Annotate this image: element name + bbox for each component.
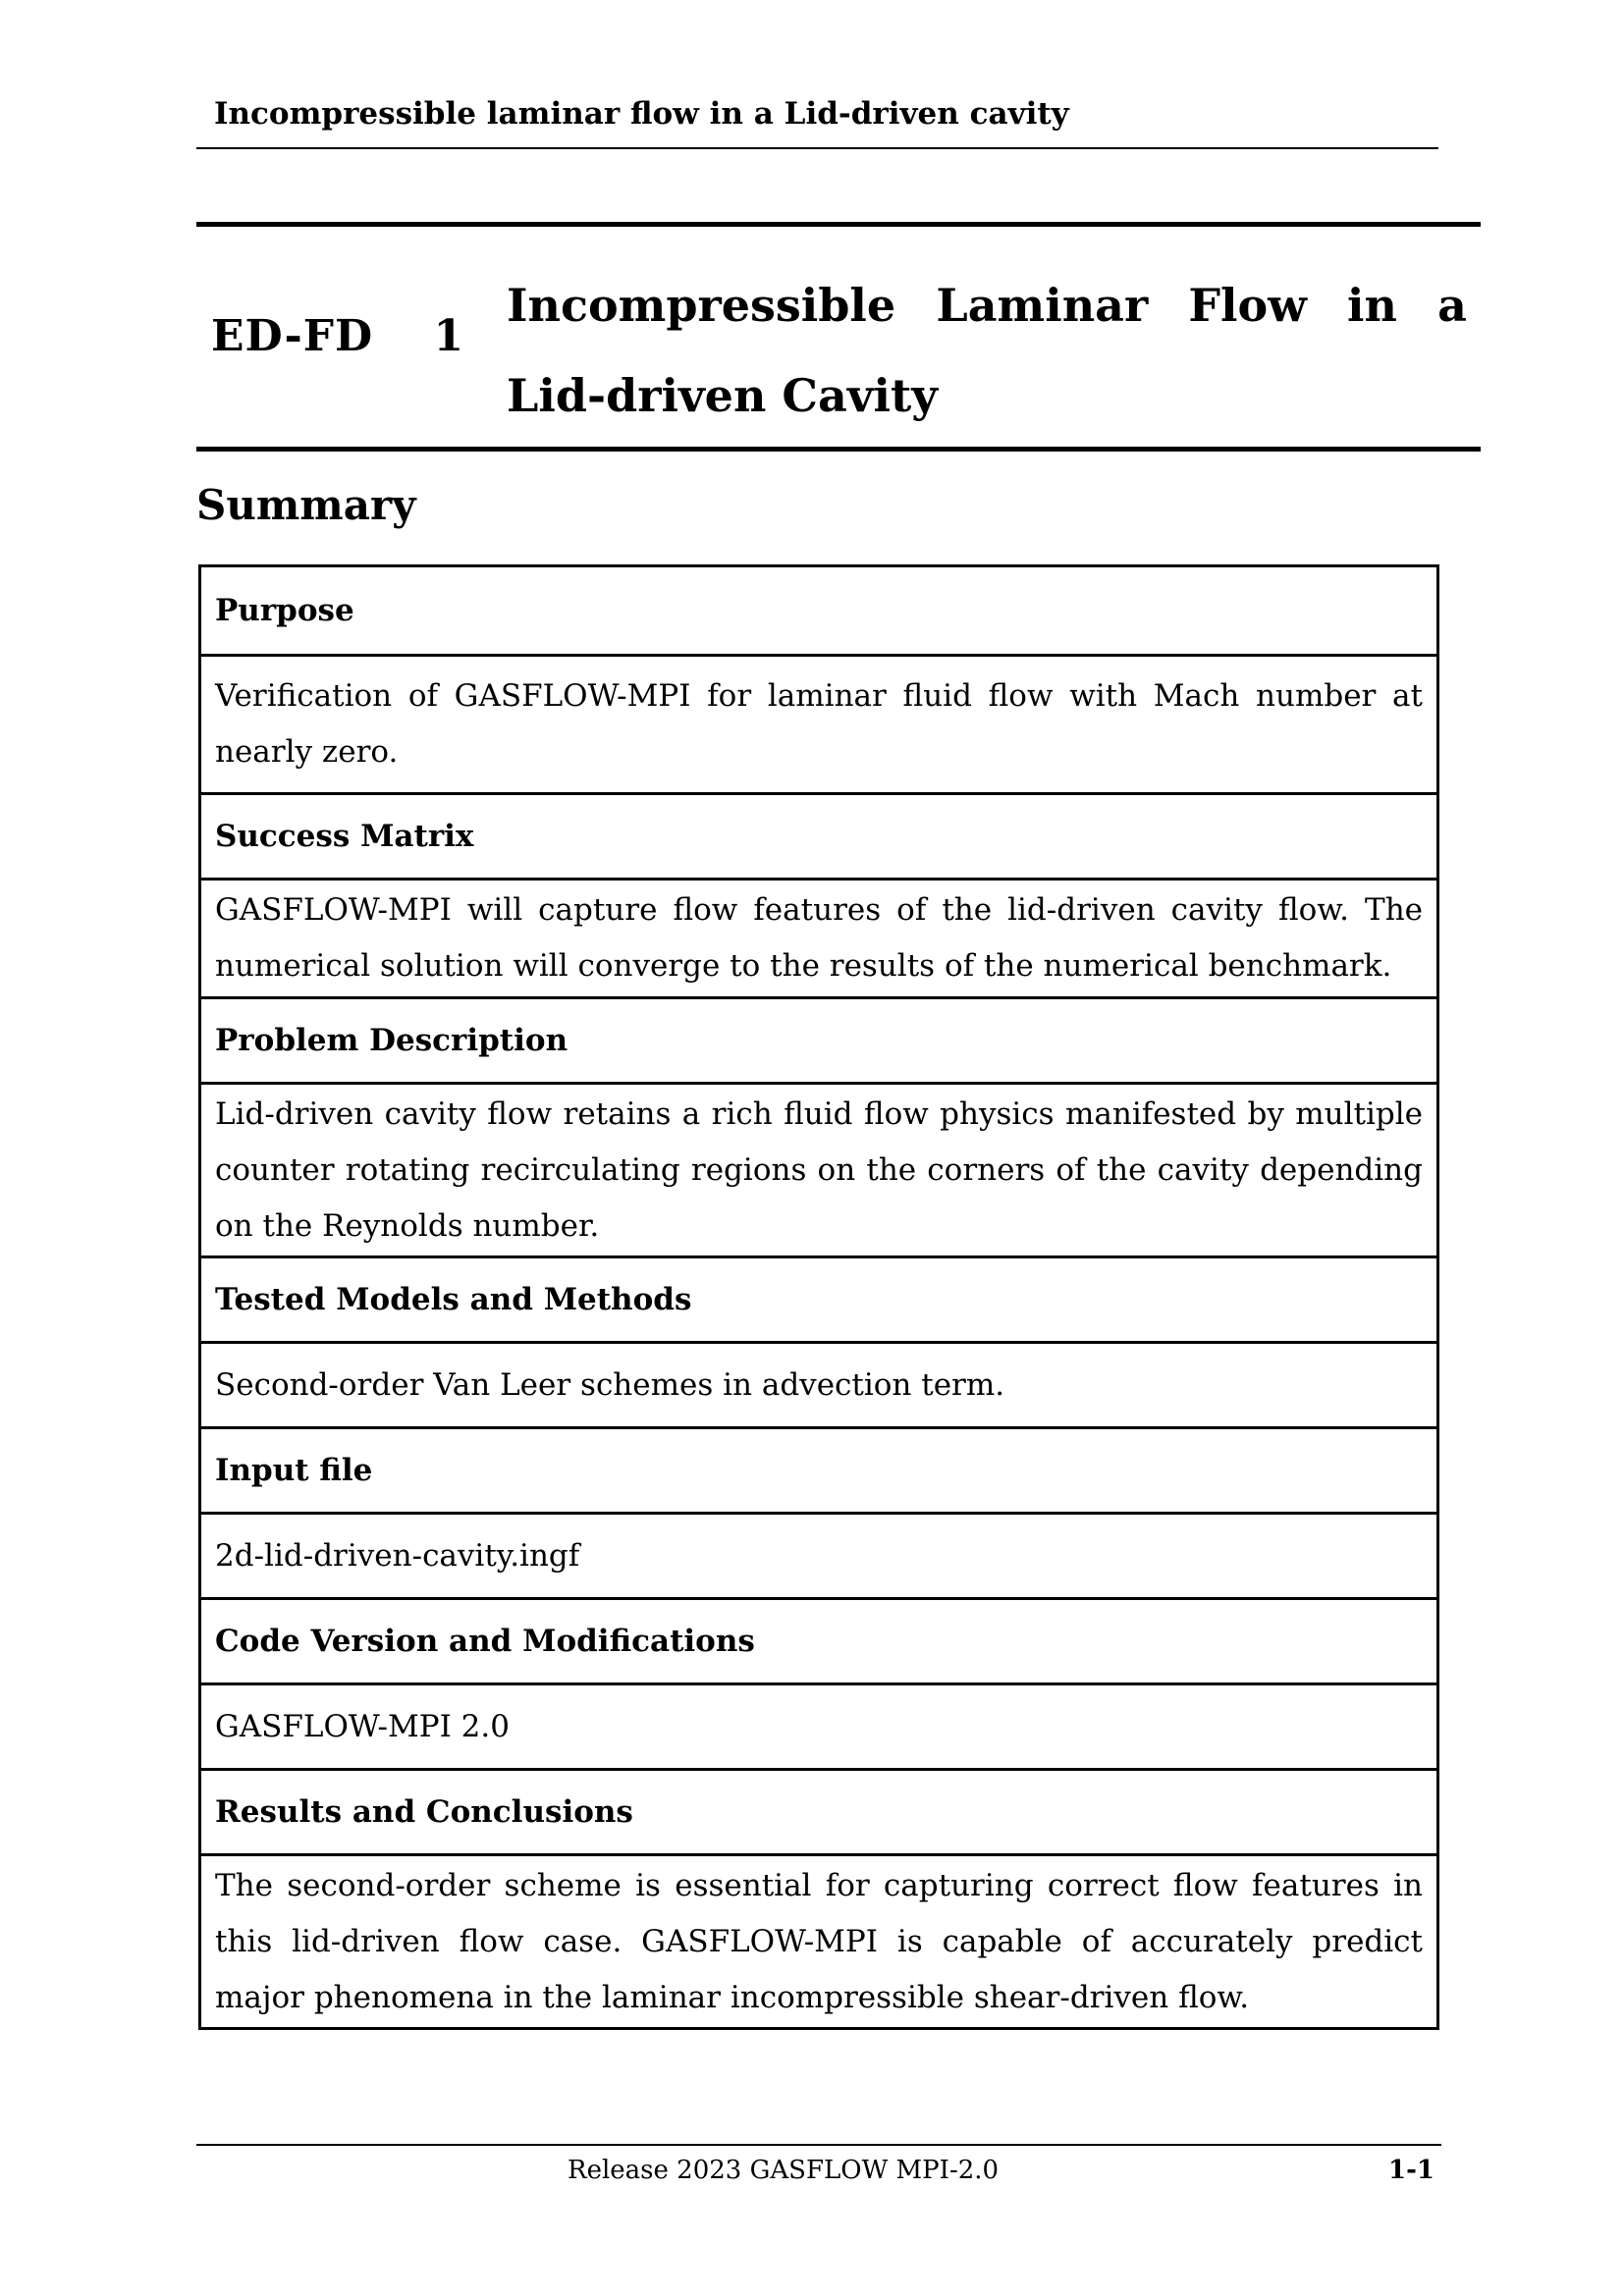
table-row-input-label — [200, 1428, 1438, 1514]
table-row-version-content — [200, 1684, 1438, 1770]
summary-heading: Summary — [196, 481, 416, 529]
running-header: Incompressible laminar flow in a Lid-driven cavity — [214, 96, 1069, 132]
table-row-input-content — [200, 1514, 1438, 1599]
row-label-tested-models: Tested Models and Methods — [200, 1257, 1438, 1343]
row-label-results: Results and Conclusions — [200, 1770, 1438, 1855]
row-label-problem-description: Problem Description — [200, 998, 1438, 1084]
table-row-success-content — [200, 880, 1438, 998]
row-label-code-version: Code Version and Modifications — [200, 1599, 1438, 1684]
footer-divider — [196, 2144, 1441, 2146]
table-row-success-label — [200, 794, 1438, 880]
table-row-purpose-content — [200, 656, 1438, 794]
table-row-version-label — [200, 1599, 1438, 1684]
row-content-results: The second-order scheme is essential for capturing correct flow features in this lid-driven flow case. GASFLOW-MPI is capable of accurately predict major phenomena in the laminar incompressible shear-driven flow. — [200, 1855, 1438, 2029]
table-row-models-label — [200, 1257, 1438, 1343]
page-number: 1-1 — [1388, 2156, 1435, 2185]
table-row-results-content — [200, 1855, 1438, 2029]
row-content-problem-description: Lid-driven cavity flow retains a rich fluid flow physics manifested by multiple counter rotating recirculating regions on the corners of the cavity depending on the Reynolds number. — [200, 1084, 1438, 1257]
table-row-results-label — [200, 1770, 1438, 1855]
row-content-input-file: 2d-lid-driven-cavity.ingf — [200, 1514, 1438, 1599]
row-label-purpose: Purpose — [200, 566, 1438, 656]
row-label-success-matrix: Success Matrix — [200, 794, 1438, 880]
summary-table — [198, 564, 1439, 2030]
row-content-purpose: Verification of GASFLOW-MPI for laminar fluid flow with Mach number at nearly zero. — [200, 656, 1438, 794]
document-title: Incompressible Laminar Flow in a Lid-driven Cavity — [507, 279, 1467, 422]
table-row-purpose-label — [200, 566, 1438, 656]
row-label-input-file: Input file — [200, 1428, 1438, 1514]
header-divider — [196, 147, 1438, 149]
document-id: ED-FD 1 — [211, 311, 465, 361]
title-block — [196, 222, 1481, 452]
row-content-success-matrix: GASFLOW-MPI will capture flow features of the lid-driven cavity flow. The numerical solution will converge to the results of the numerical benchmark. — [200, 880, 1438, 998]
table-row-problem-content — [200, 1084, 1438, 1257]
footer-release: Release 2023 GASFLOW MPI-2.0 — [568, 2156, 1000, 2185]
table-row-problem-label — [200, 998, 1438, 1084]
table-row-models-content — [200, 1343, 1438, 1428]
row-content-tested-models: Second-order Van Leer schemes in advection term. — [200, 1343, 1438, 1428]
row-content-code-version: GASFLOW-MPI 2.0 — [200, 1684, 1438, 1770]
